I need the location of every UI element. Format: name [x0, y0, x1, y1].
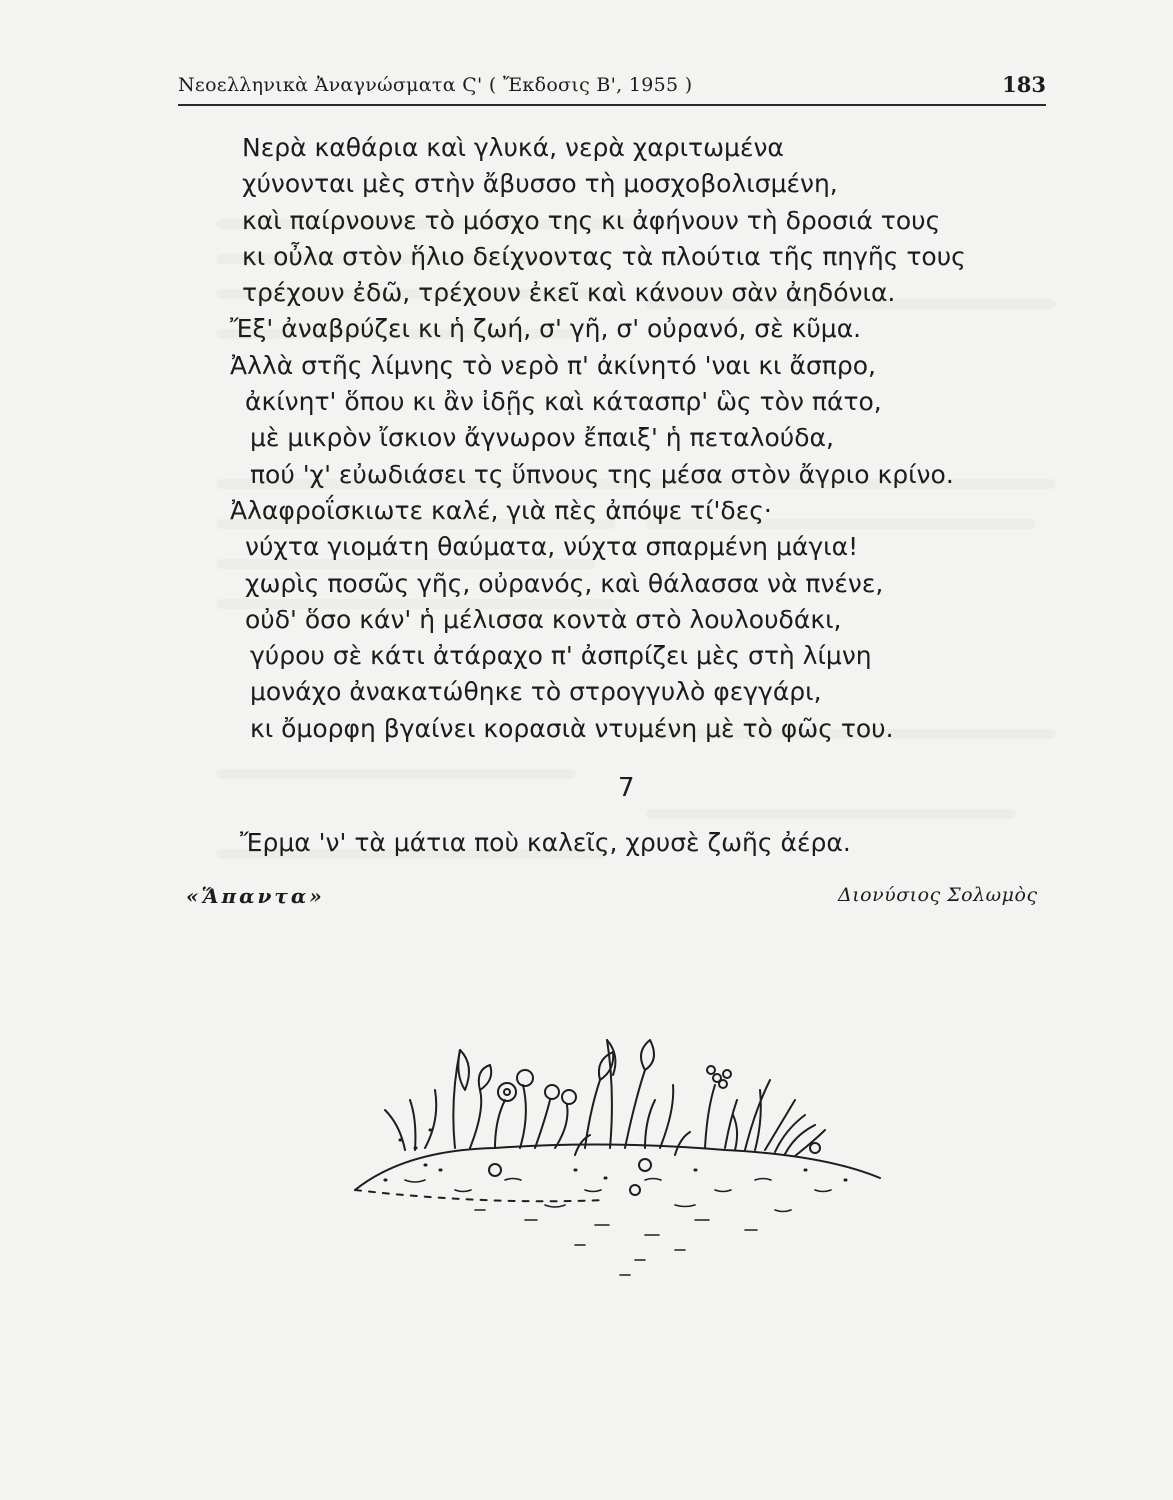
page-number: 183 [1002, 72, 1046, 97]
poem-line: οὐδ' ὅσο κάν' ἡ μέλισσα κοντὰ στὸ λουλουδάκι, [245, 604, 842, 634]
poem-line: χύνονται μὲς στὴν ἄβυσσο τὴ μοσχοβολισμένη, [242, 169, 838, 199]
poem-line: καὶ παίρνουνε τὸ μόσχο της κι ἀφήνουν τὴ δροσιά τους [242, 205, 941, 235]
poem-line: Ἔξ' ἀναβρύζει κι ἡ ζωή, σ' γῆ, σ' οὐρανό, σὲ κῦμα. [230, 314, 862, 344]
poem-line: κι οὖλα στὸν ἥλιο δείχνοντας τὰ πλούτια τῆς πηγῆς τους [242, 241, 966, 271]
source-title: «Ἅπαντα» [186, 884, 325, 908]
running-header [178, 70, 1046, 106]
poem-line: Ἀλαφροΐσκιωτε καλέ, γιὰ πὲς ἀπόψε τί'δες· [230, 495, 772, 525]
poem-line: κι ὄμορφη βγαίνει κορασιὰ ντυμένη μὲ τὸ φῶς του. [250, 713, 894, 743]
header-title: Νεοελληνικὰ Ἀναγνώσματα Ϛ' ( Ἔκδοσις Β', 1955 ) [178, 74, 693, 96]
poem-line: πού 'χ' εὐωδιάσει τς ὕπνους της μέσα στὸν ἄγριο κρίνο. [250, 459, 954, 489]
poem-line: ἀκίνητ' ὅπου κι ἂν ἰδῇς καὶ κάτασπρ' ὣς τὸν πάτο, [245, 387, 882, 417]
poem-line: μὲ μικρὸν ἴσκιον ἄγνωρον ἔπαιξ' ἡ πεταλούδα, [250, 423, 834, 453]
poem-closing-line: Ἔρμα 'ν' τὰ μάτια ποὺ καλεῖς, χρυσὲ ζωῆς ἀέρα. [240, 828, 851, 857]
flower-mound-illustration [345, 1030, 890, 1290]
poem-stanza [210, 130, 1030, 747]
poem-line: γύρου σὲ κάτι ἀτάραχο π' ἀσπρίζει μὲς στὴ λίμνη [250, 641, 872, 671]
poem-line: Νερὰ καθάρια καὶ γλυκά, νερὰ χαριτωμένα [242, 133, 784, 162]
author-name: Διονύσιος Σολωμὸς [838, 884, 1038, 906]
poem-line: τρέχουν ἐδῶ, τρέχουν ἐκεῖ καὶ κάνουν σὰν ἀηδόνια. [242, 278, 896, 308]
poem-line: μονάχο ἀνακατώθηκε τὸ στρογγυλὸ φεγγάρι, [250, 677, 822, 707]
stanza-number: 7 [618, 773, 635, 803]
poem-line: χωρὶς ποσῶς γῆς, οὐρανός, καὶ θάλασσα νὰ πνένε, [245, 568, 884, 598]
poem-line: Ἀλλὰ στῆς λίμνης τὸ νερὸ π' ἀκίνητό 'ναι κι ἄσπρο, [230, 350, 876, 380]
poem-line: νύχτα γιομάτη θαύματα, νύχτα σπαρμένη μάγια! [245, 532, 859, 562]
